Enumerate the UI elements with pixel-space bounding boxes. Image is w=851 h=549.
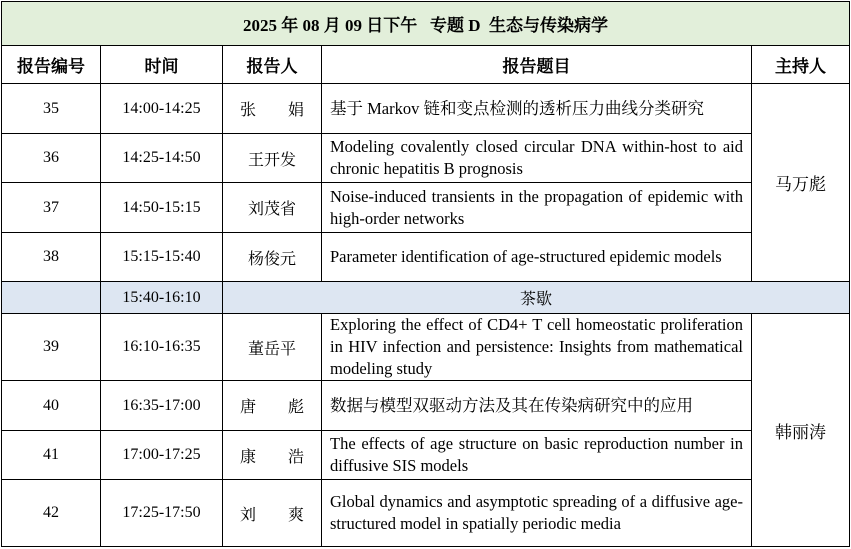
report-time: 16:35-17:00 [101, 381, 223, 431]
report-topic: Exploring the effect of CD4+ T cell homeostatic proliferation in HIV infection and persistence: Insights from mathematical modeling study [322, 314, 752, 381]
report-topic: Parameter identification of age-structured epidemic models [322, 233, 752, 282]
report-time: 15:15-15:40 [101, 233, 223, 282]
table-row [2, 183, 850, 233]
table-row [2, 84, 850, 134]
speaker-name: 董岳平 [223, 314, 322, 381]
table-row [2, 134, 850, 183]
break-row [2, 282, 850, 314]
report-number: 38 [2, 233, 101, 282]
report-number: 36 [2, 134, 101, 183]
break-label: 茶歇 [223, 282, 850, 314]
speaker-name: 刘茂省 [223, 183, 322, 233]
report-time: 14:50-15:15 [101, 183, 223, 233]
table-row [2, 381, 850, 431]
session-host: 韩丽涛 [752, 314, 850, 547]
session-host: 马万彪 [752, 84, 850, 282]
header-speaker: 报告人 [223, 46, 322, 84]
table-row [2, 233, 850, 282]
report-time: 14:25-14:50 [101, 134, 223, 183]
schedule-table [1, 1, 850, 547]
report-topic: Modeling covalently closed circular DNA within-host to aid chronic hepatitis B prognosis [322, 134, 752, 183]
table-row [2, 314, 850, 381]
report-number: 42 [2, 480, 101, 547]
report-number: 37 [2, 183, 101, 233]
report-number: 39 [2, 314, 101, 381]
report-time: 16:10-16:35 [101, 314, 223, 381]
speaker-name: 康 浩 [223, 431, 322, 480]
speaker-name: 张 娟 [223, 84, 322, 134]
report-number: 41 [2, 431, 101, 480]
speaker-name: 杨俊元 [223, 233, 322, 282]
break-time: 15:40-16:10 [101, 282, 223, 314]
header-time: 时间 [101, 46, 223, 84]
header-row [2, 46, 850, 84]
report-topic: 数据与模型双驱动方法及其在传染病研究中的应用 [322, 381, 752, 431]
table-row [2, 431, 850, 480]
table-row [2, 480, 850, 547]
header-topic: 报告题目 [322, 46, 752, 84]
report-time: 17:25-17:50 [101, 480, 223, 547]
report-topic: Global dynamics and asymptotic spreading of a diffusive age-structured model in spatially periodic media [322, 480, 752, 547]
speaker-name: 王开发 [223, 134, 322, 183]
header-number: 报告编号 [2, 46, 101, 84]
report-time: 14:00-14:25 [101, 84, 223, 134]
report-topic: The effects of age structure on basic reproduction number in diffusive SIS models [322, 431, 752, 480]
break-number-cell [2, 282, 101, 314]
title-row [2, 2, 850, 46]
report-topic: Noise-induced transients in the propagation of epidemic with high-order networks [322, 183, 752, 233]
speaker-name: 唐 彪 [223, 381, 322, 431]
report-number: 35 [2, 84, 101, 134]
report-topic: 基于 Markov 链和变点检测的透析压力曲线分类研究 [322, 84, 752, 134]
report-time: 17:00-17:25 [101, 431, 223, 480]
session-title: 2025 年 08 月 09 日下午 专题 D 生态与传染病学 [2, 2, 850, 46]
report-number: 40 [2, 381, 101, 431]
header-host: 主持人 [752, 46, 850, 84]
speaker-name: 刘 爽 [223, 480, 322, 547]
